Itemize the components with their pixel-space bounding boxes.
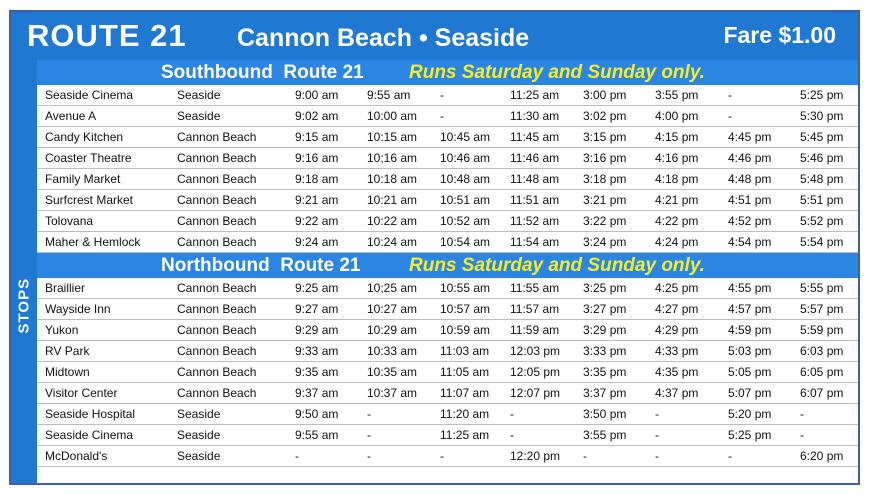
- stop-name: RV Park: [45, 344, 90, 358]
- stop-city: Cannon Beach: [177, 386, 257, 400]
- departure-time: 10;16 am: [367, 151, 418, 165]
- departure-time: 11:57 am: [510, 302, 560, 316]
- departure-time: 5:52 pm: [800, 214, 844, 228]
- departure-time: 9:25 am: [295, 281, 339, 295]
- departure-time: -: [440, 109, 444, 123]
- departure-time: 5:51 pm: [800, 193, 844, 207]
- departure-time: 11:59 am: [510, 323, 560, 337]
- departure-time: 5:54 pm: [800, 235, 844, 249]
- stop-city: Seaside: [177, 449, 221, 463]
- departure-time: 3:21 pm: [583, 193, 627, 207]
- stop-name: McDonald's: [45, 449, 108, 463]
- departure-time: 4:16 pm: [655, 151, 699, 165]
- stop-city: Cannon Beach: [177, 344, 257, 358]
- departure-time: 10:29 am: [367, 323, 418, 337]
- departure-time: 12:03 pm: [510, 344, 561, 358]
- departure-time: 3:25 pm: [583, 281, 627, 295]
- table-row: [37, 362, 858, 383]
- departure-time: -: [367, 428, 371, 442]
- departure-time: 3:55 pm: [583, 428, 627, 442]
- departure-time: 3:15 pm: [583, 130, 627, 144]
- departure-time: 11:54 am: [510, 235, 560, 249]
- departure-time: 9:21 am: [295, 193, 339, 207]
- departure-time: 3:16 pm: [583, 151, 627, 165]
- departure-time: 11:45 am: [510, 130, 560, 144]
- departure-time: 4:51 pm: [728, 193, 772, 207]
- departure-time: 10:33 am: [367, 344, 418, 358]
- departure-time: 5:05 pm: [728, 365, 772, 379]
- departure-time: 4:24 pm: [655, 235, 699, 249]
- departure-time: 10:24 am: [367, 235, 418, 249]
- departure-time: 9:22 am: [295, 214, 339, 228]
- departure-time: 10:15 am: [367, 130, 418, 144]
- stop-name: Surfcrest Market: [45, 193, 134, 207]
- departure-time: 4:33 pm: [655, 344, 699, 358]
- departure-time: -: [367, 407, 371, 421]
- departure-time: 4:52 pm: [728, 214, 772, 228]
- stop-name: Seaside Hospital: [45, 407, 136, 421]
- departure-time: 5:25 pm: [728, 428, 772, 442]
- section-title: Northbound Route 21: [161, 255, 361, 276]
- departure-time: 4:48 pm: [728, 172, 772, 186]
- departure-time: -: [655, 449, 659, 463]
- stop-name: Seaside Cinema: [45, 88, 134, 102]
- departure-time: 5:55 pm: [800, 281, 844, 295]
- stop-city: Cannon Beach: [177, 193, 257, 207]
- departure-time: 12:07 pm: [510, 386, 561, 400]
- section-header: [37, 60, 858, 85]
- route-number: ROUTE 21: [27, 18, 187, 53]
- departure-time: 5:59 pm: [800, 323, 844, 337]
- departure-time: 4:18 pm: [655, 172, 699, 186]
- departure-time: 9:18 am: [295, 172, 339, 186]
- departure-time: 6:05 pm: [800, 365, 844, 379]
- departure-time: 11:55 am: [510, 281, 560, 295]
- departure-time: 4:22 pm: [655, 214, 699, 228]
- departure-time: 4:57 pm: [728, 302, 772, 316]
- departure-time: 11:07 am: [440, 386, 490, 400]
- departure-time: 4:37 pm: [655, 386, 699, 400]
- stop-name: Coaster Theatre: [45, 151, 132, 165]
- stop-name: Midtown: [45, 365, 90, 379]
- departure-time: 9:00 am: [295, 88, 339, 102]
- departure-time: -: [728, 449, 732, 463]
- departure-time: 4:00 pm: [655, 109, 699, 123]
- departure-time: 11:30 am: [510, 109, 560, 123]
- departure-time: 10:22 am: [367, 214, 418, 228]
- departure-time: 10:54 am: [440, 235, 491, 249]
- departure-time: 11:05 am: [440, 365, 490, 379]
- table-row: [37, 148, 858, 169]
- departure-time: 11:25 am: [510, 88, 560, 102]
- departure-time: -: [728, 109, 732, 123]
- departure-time: -: [510, 428, 514, 442]
- stop-city: Cannon Beach: [177, 130, 257, 144]
- departure-time: 5:07 pm: [728, 386, 772, 400]
- stops-side-bar: [11, 60, 37, 483]
- stop-city: Cannon Beach: [177, 214, 257, 228]
- stops-label: STOPS: [15, 277, 33, 334]
- departure-time: 4:46 pm: [728, 151, 772, 165]
- departure-time: 10:46 am: [440, 151, 491, 165]
- departure-time: 12:05 pm: [510, 365, 561, 379]
- departure-time: 11:48 am: [510, 172, 560, 186]
- stop-name: Family Market: [45, 172, 121, 186]
- table-row: [37, 446, 858, 467]
- departure-time: 4:59 pm: [728, 323, 772, 337]
- stop-name: Yukon: [45, 323, 79, 337]
- departure-time: 3:24 pm: [583, 235, 627, 249]
- departure-time: 10:52 am: [440, 214, 491, 228]
- departure-time: 11:51 am: [510, 193, 560, 207]
- departure-time: 10:55 am: [440, 281, 491, 295]
- departure-time: 5:03 pm: [728, 344, 772, 358]
- stop-name: Candy Kitchen: [45, 130, 124, 144]
- departure-time: 5:57 pm: [800, 302, 844, 316]
- departure-time: 6:20 pm: [800, 449, 844, 463]
- departure-time: 11:52 am: [510, 214, 560, 228]
- departure-time: -: [510, 407, 514, 421]
- stop-city: Cannon Beach: [177, 323, 257, 337]
- departure-time: 4:45 pm: [728, 130, 772, 144]
- departure-time: 9:55 am: [367, 88, 411, 102]
- departure-time: 6:03 pm: [800, 344, 844, 358]
- departure-time: 11:25 am: [440, 428, 490, 442]
- departure-time: 4:27 pm: [655, 302, 699, 316]
- departure-time: 9:02 am: [295, 109, 339, 123]
- departure-time: 3:02 pm: [583, 109, 627, 123]
- table-row: [37, 425, 858, 446]
- departure-time: 9:37 am: [295, 386, 339, 400]
- fare-label: Fare $1.00: [723, 22, 836, 48]
- stop-name: Avenue A: [45, 109, 97, 123]
- table-row: [37, 85, 858, 106]
- departure-time: 10:51 am: [440, 193, 491, 207]
- table-row: [37, 190, 858, 211]
- departure-time: 10:57 am: [440, 302, 491, 316]
- departure-time: -: [655, 407, 659, 421]
- stop-city: Cannon Beach: [177, 302, 257, 316]
- stop-name: Visitor Center: [45, 386, 118, 400]
- table-row: [37, 232, 858, 253]
- stop-city: Seaside: [177, 407, 221, 421]
- section-note: Runs Saturday and Sunday only.: [409, 62, 705, 83]
- departure-time: 11:46 am: [510, 151, 560, 165]
- title-bar: [11, 12, 858, 60]
- departure-time: 10;25 am: [367, 281, 418, 295]
- departure-time: -: [440, 88, 444, 102]
- stop-city: Cannon Beach: [177, 365, 257, 379]
- departure-time: 11:03 am: [440, 344, 490, 358]
- departure-time: 10:00 am: [367, 109, 418, 123]
- stop-city: Cannon Beach: [177, 281, 257, 295]
- departure-time: 10:35 am: [367, 365, 418, 379]
- departure-time: 4:25 pm: [655, 281, 699, 295]
- departure-time: 3:50 pm: [583, 407, 627, 421]
- departure-time: 3:18 pm: [583, 172, 627, 186]
- departure-time: 10:59 am: [440, 323, 491, 337]
- table-row: [37, 106, 858, 127]
- route-name: Cannon Beach • Seaside: [237, 24, 530, 52]
- departure-time: 9:16 am: [295, 151, 339, 165]
- departure-time: 10:45 am: [440, 130, 491, 144]
- departure-time: -: [800, 407, 804, 421]
- departure-time: -: [440, 449, 444, 463]
- departure-time: 4:15 pm: [655, 130, 699, 144]
- table-row: [37, 341, 858, 362]
- table-row: [37, 383, 858, 404]
- departure-time: 9:15 am: [295, 130, 339, 144]
- departure-time: 9:55 am: [295, 428, 339, 442]
- section-header: [37, 253, 858, 278]
- departure-time: 3:22 pm: [583, 214, 627, 228]
- departure-time: 3:35 pm: [583, 365, 627, 379]
- departure-time: -: [367, 449, 371, 463]
- departure-time: 9:33 am: [295, 344, 339, 358]
- departure-time: -: [728, 88, 732, 102]
- departure-time: -: [583, 449, 587, 463]
- departure-time: 4:29 pm: [655, 323, 699, 337]
- departure-time: 9:27 am: [295, 302, 339, 316]
- stop-name: Seaside Cinema: [45, 428, 134, 442]
- stop-name: Maher & Hemlock: [45, 235, 141, 249]
- schedule-frame: [9, 10, 860, 485]
- departure-time: -: [655, 428, 659, 442]
- table-row: [37, 211, 858, 232]
- departure-time: -: [295, 449, 299, 463]
- departure-time: 4:21 pm: [655, 193, 699, 207]
- table-row: [37, 320, 858, 341]
- stop-name: Braillier: [45, 281, 86, 295]
- stop-city: Cannon Beach: [177, 151, 257, 165]
- stop-city: Seaside: [177, 88, 221, 102]
- departure-time: 10:21 am: [367, 193, 418, 207]
- departure-time: 5:30 pm: [800, 109, 844, 123]
- departure-time: 5:45 pm: [800, 130, 844, 144]
- departure-time: 5:20 pm: [728, 407, 772, 421]
- departure-time: 10:18 am: [367, 172, 418, 186]
- departure-time: 4:55 pm: [728, 281, 772, 295]
- departure-time: 4:54 pm: [728, 235, 772, 249]
- stop-name: Wayside Inn: [45, 302, 111, 316]
- table-row: [37, 299, 858, 320]
- departure-time: 3:33 pm: [583, 344, 627, 358]
- stop-city: Seaside: [177, 428, 221, 442]
- departure-time: 5:48 pm: [800, 172, 844, 186]
- table-row: [37, 127, 858, 148]
- departure-time: 9:24 am: [295, 235, 339, 249]
- departure-time: 4:35 pm: [655, 365, 699, 379]
- stop-city: Seaside: [177, 109, 221, 123]
- departure-time: 9:29 am: [295, 323, 339, 337]
- table-row: [37, 404, 858, 425]
- departure-time: 6:07 pm: [800, 386, 844, 400]
- table-row: [37, 169, 858, 190]
- departure-time: 9:35 am: [295, 365, 339, 379]
- departure-time: 9:50 am: [295, 407, 339, 421]
- section-title: Southbound Route 21: [161, 62, 364, 83]
- departure-time: 3:29 pm: [583, 323, 627, 337]
- stop-city: Cannon Beach: [177, 172, 257, 186]
- section-note: Runs Saturday and Sunday only.: [409, 255, 705, 276]
- departure-time: 11:20 am: [440, 407, 490, 421]
- departure-time: 3:00 pm: [583, 88, 627, 102]
- departure-time: 10:37 am: [367, 386, 418, 400]
- departure-time: 3:27 pm: [583, 302, 627, 316]
- stop-name: Tolovana: [45, 214, 94, 228]
- departure-time: 5:46 pm: [800, 151, 844, 165]
- table-row: [37, 278, 858, 299]
- departure-time: 10:48 am: [440, 172, 491, 186]
- departure-time: 10:27 am: [367, 302, 418, 316]
- departure-time: 3:55 pm: [655, 88, 699, 102]
- departure-time: 12:20 pm: [510, 449, 561, 463]
- departure-time: -: [800, 428, 804, 442]
- departure-time: 3:37 pm: [583, 386, 627, 400]
- departure-time: 5:25 pm: [800, 88, 844, 102]
- stop-city: Cannon Beach: [177, 235, 257, 249]
